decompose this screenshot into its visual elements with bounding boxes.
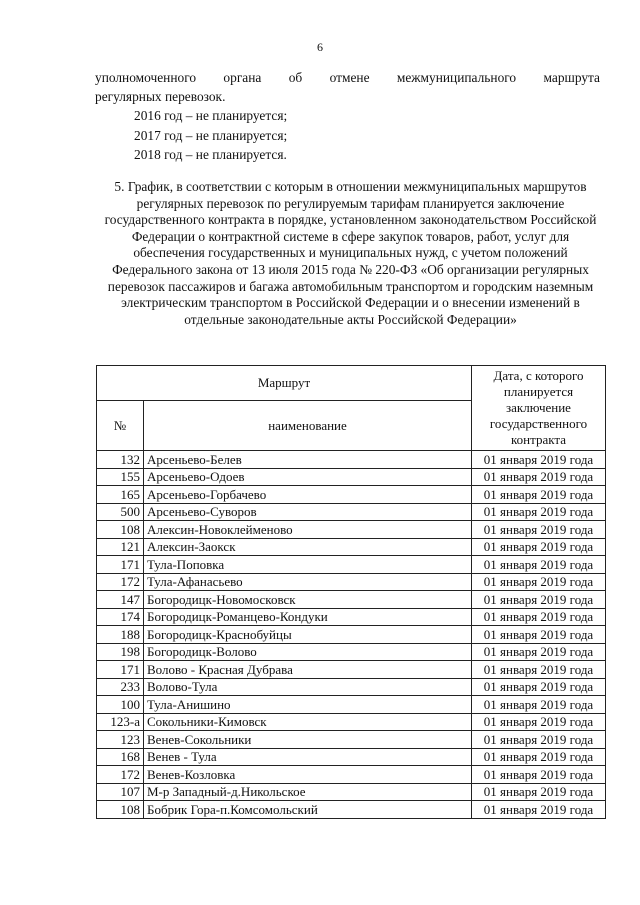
intro-line-1: уполномоченного органа об отмене межмуниципального маршрута [95, 70, 600, 85]
contract-date-cell: 01 января 2019 года [472, 538, 606, 556]
route-name-cell: Арсеньево-Горбачево [144, 486, 472, 504]
table-row [97, 748, 606, 766]
table-row [97, 731, 606, 749]
contract-date-cell: 01 января 2019 года [472, 661, 606, 679]
contract-date-cell: 01 января 2019 года [472, 556, 606, 574]
route-name-cell: Богородицк-Краснобуйцы [144, 626, 472, 644]
route-name-cell: М-р Западный-д.Никольское [144, 783, 472, 801]
route-name-cell: Арсеньево-Одоев [144, 468, 472, 486]
contract-date-cell: 01 января 2019 года [472, 783, 606, 801]
table-row [97, 538, 606, 556]
route-name-cell: Алексин-Новоклейменово [144, 521, 472, 539]
table-row [97, 468, 606, 486]
route-name-cell: Арсеньево-Белев [144, 451, 472, 469]
route-number-cell: 165 [97, 486, 144, 504]
table-row [97, 626, 606, 644]
route-name-cell: Волово-Тула [144, 678, 472, 696]
route-number-cell: 155 [97, 468, 144, 486]
route-number-cell: 188 [97, 626, 144, 644]
route-number-cell: 123-а [97, 713, 144, 731]
route-name-cell: Тула-Поповка [144, 556, 472, 574]
route-name-cell: Венев-Сокольники [144, 731, 472, 749]
table-row [97, 451, 606, 469]
table-row [97, 801, 606, 819]
route-name-cell: Богородицк-Романцево-Кондуки [144, 608, 472, 626]
header-date: Дата, с которого планируется заключение государственного контракта [472, 366, 606, 451]
table-row [97, 591, 606, 609]
intro-line-2: регулярных перевозок. [95, 89, 226, 104]
route-number-cell: 108 [97, 521, 144, 539]
page-number: 6 [317, 40, 323, 54]
table-row [97, 643, 606, 661]
table-row [97, 573, 606, 591]
route-name-cell: Богородицк-Новомосковск [144, 591, 472, 609]
route-name-cell: Сокольники-Кимовск [144, 713, 472, 731]
route-number-cell: 171 [97, 556, 144, 574]
header-num: № [97, 401, 144, 451]
route-number-cell: 107 [97, 783, 144, 801]
route-number-cell: 172 [97, 766, 144, 784]
route-number-cell: 500 [97, 503, 144, 521]
contract-date-cell: 01 января 2019 года [472, 643, 606, 661]
table-row [97, 661, 606, 679]
route-name-cell: Богородицк-Волово [144, 643, 472, 661]
header-name: наименование [144, 401, 472, 451]
contract-date-cell: 01 января 2019 года [472, 626, 606, 644]
table-row [97, 696, 606, 714]
route-name-cell: Венев - Тула [144, 748, 472, 766]
contract-date-cell: 01 января 2019 года [472, 696, 606, 714]
route-name-cell: Тула-Афанасьево [144, 573, 472, 591]
table-row [97, 503, 606, 521]
contract-date-cell: 01 января 2019 года [472, 766, 606, 784]
route-name-cell: Волово - Красная Дубрава [144, 661, 472, 679]
header-route: Маршрут [97, 366, 472, 401]
contract-date-cell: 01 января 2019 года [472, 451, 606, 469]
route-number-cell: 108 [97, 801, 144, 819]
contract-date-cell: 01 января 2019 года [472, 713, 606, 731]
table-row [97, 713, 606, 731]
contract-date-cell: 01 января 2019 года [472, 801, 606, 819]
table-row [97, 678, 606, 696]
contract-date-cell: 01 января 2019 года [472, 521, 606, 539]
contract-date-cell: 01 января 2019 года [472, 591, 606, 609]
route-number-cell: 233 [97, 678, 144, 696]
contract-date-cell: 01 января 2019 года [472, 731, 606, 749]
route-number-cell: 172 [97, 573, 144, 591]
route-number-cell: 132 [97, 451, 144, 469]
route-number-cell: 198 [97, 643, 144, 661]
table-row [97, 783, 606, 801]
table-row [97, 556, 606, 574]
route-number-cell: 171 [97, 661, 144, 679]
route-number-cell: 168 [97, 748, 144, 766]
contract-date-cell: 01 января 2019 года [472, 486, 606, 504]
route-number-cell: 100 [97, 696, 144, 714]
route-name-cell: Тула-Анишино [144, 696, 472, 714]
routes-table [96, 365, 606, 819]
table-row [97, 608, 606, 626]
routes-table-body [97, 451, 606, 819]
contract-date-cell: 01 января 2019 года [472, 678, 606, 696]
year-item: 2017 год – не планируется; [134, 127, 288, 143]
table-row [97, 521, 606, 539]
route-number-cell: 123 [97, 731, 144, 749]
year-list [134, 106, 287, 165]
contract-date-cell: 01 января 2019 года [472, 468, 606, 486]
route-name-cell: Арсеньево-Суворов [144, 503, 472, 521]
section-heading: 5. График, в соответствии с которым в отношении межмуниципальных маршрутов регулярных перевозок по регулируемым тарифам планируется заключение государственного контракта в порядке, установленном законодательством Российской Федерации о контрактной системе в сфере закупок товаров, работ, услуг для обеспечения государственных и муниципальных нужд, с учетом положений Федерального закона от 13 июля 2015 года № 220-ФЗ «Об организации регулярных перевозок пассажиров и багажа автомобильным транспортом и городским наземным электрическим транспортом в Российской Федерации и о внесении изменений в отдельные законодательные акты Российской Федерации» [104, 179, 597, 327]
route-number-cell: 121 [97, 538, 144, 556]
contract-date-cell: 01 января 2019 года [472, 573, 606, 591]
route-name-cell: Венев-Козловка [144, 766, 472, 784]
year-item: 2018 год – не планируется. [134, 147, 287, 162]
route-name-cell: Бобрик Гора-п.Комсомольский [144, 801, 472, 819]
contract-date-cell: 01 января 2019 года [472, 503, 606, 521]
year-item: 2016 год – не планируется; [134, 108, 288, 123]
route-number-cell: 174 [97, 608, 144, 626]
intro-paragraph [95, 68, 600, 106]
route-number-cell: 147 [97, 591, 144, 609]
contract-date-cell: 01 января 2019 года [472, 748, 606, 766]
table-row [97, 766, 606, 784]
table-row [97, 486, 606, 504]
route-name-cell: Алексин-Заокск [144, 538, 472, 556]
contract-date-cell: 01 января 2019 года [472, 608, 606, 626]
